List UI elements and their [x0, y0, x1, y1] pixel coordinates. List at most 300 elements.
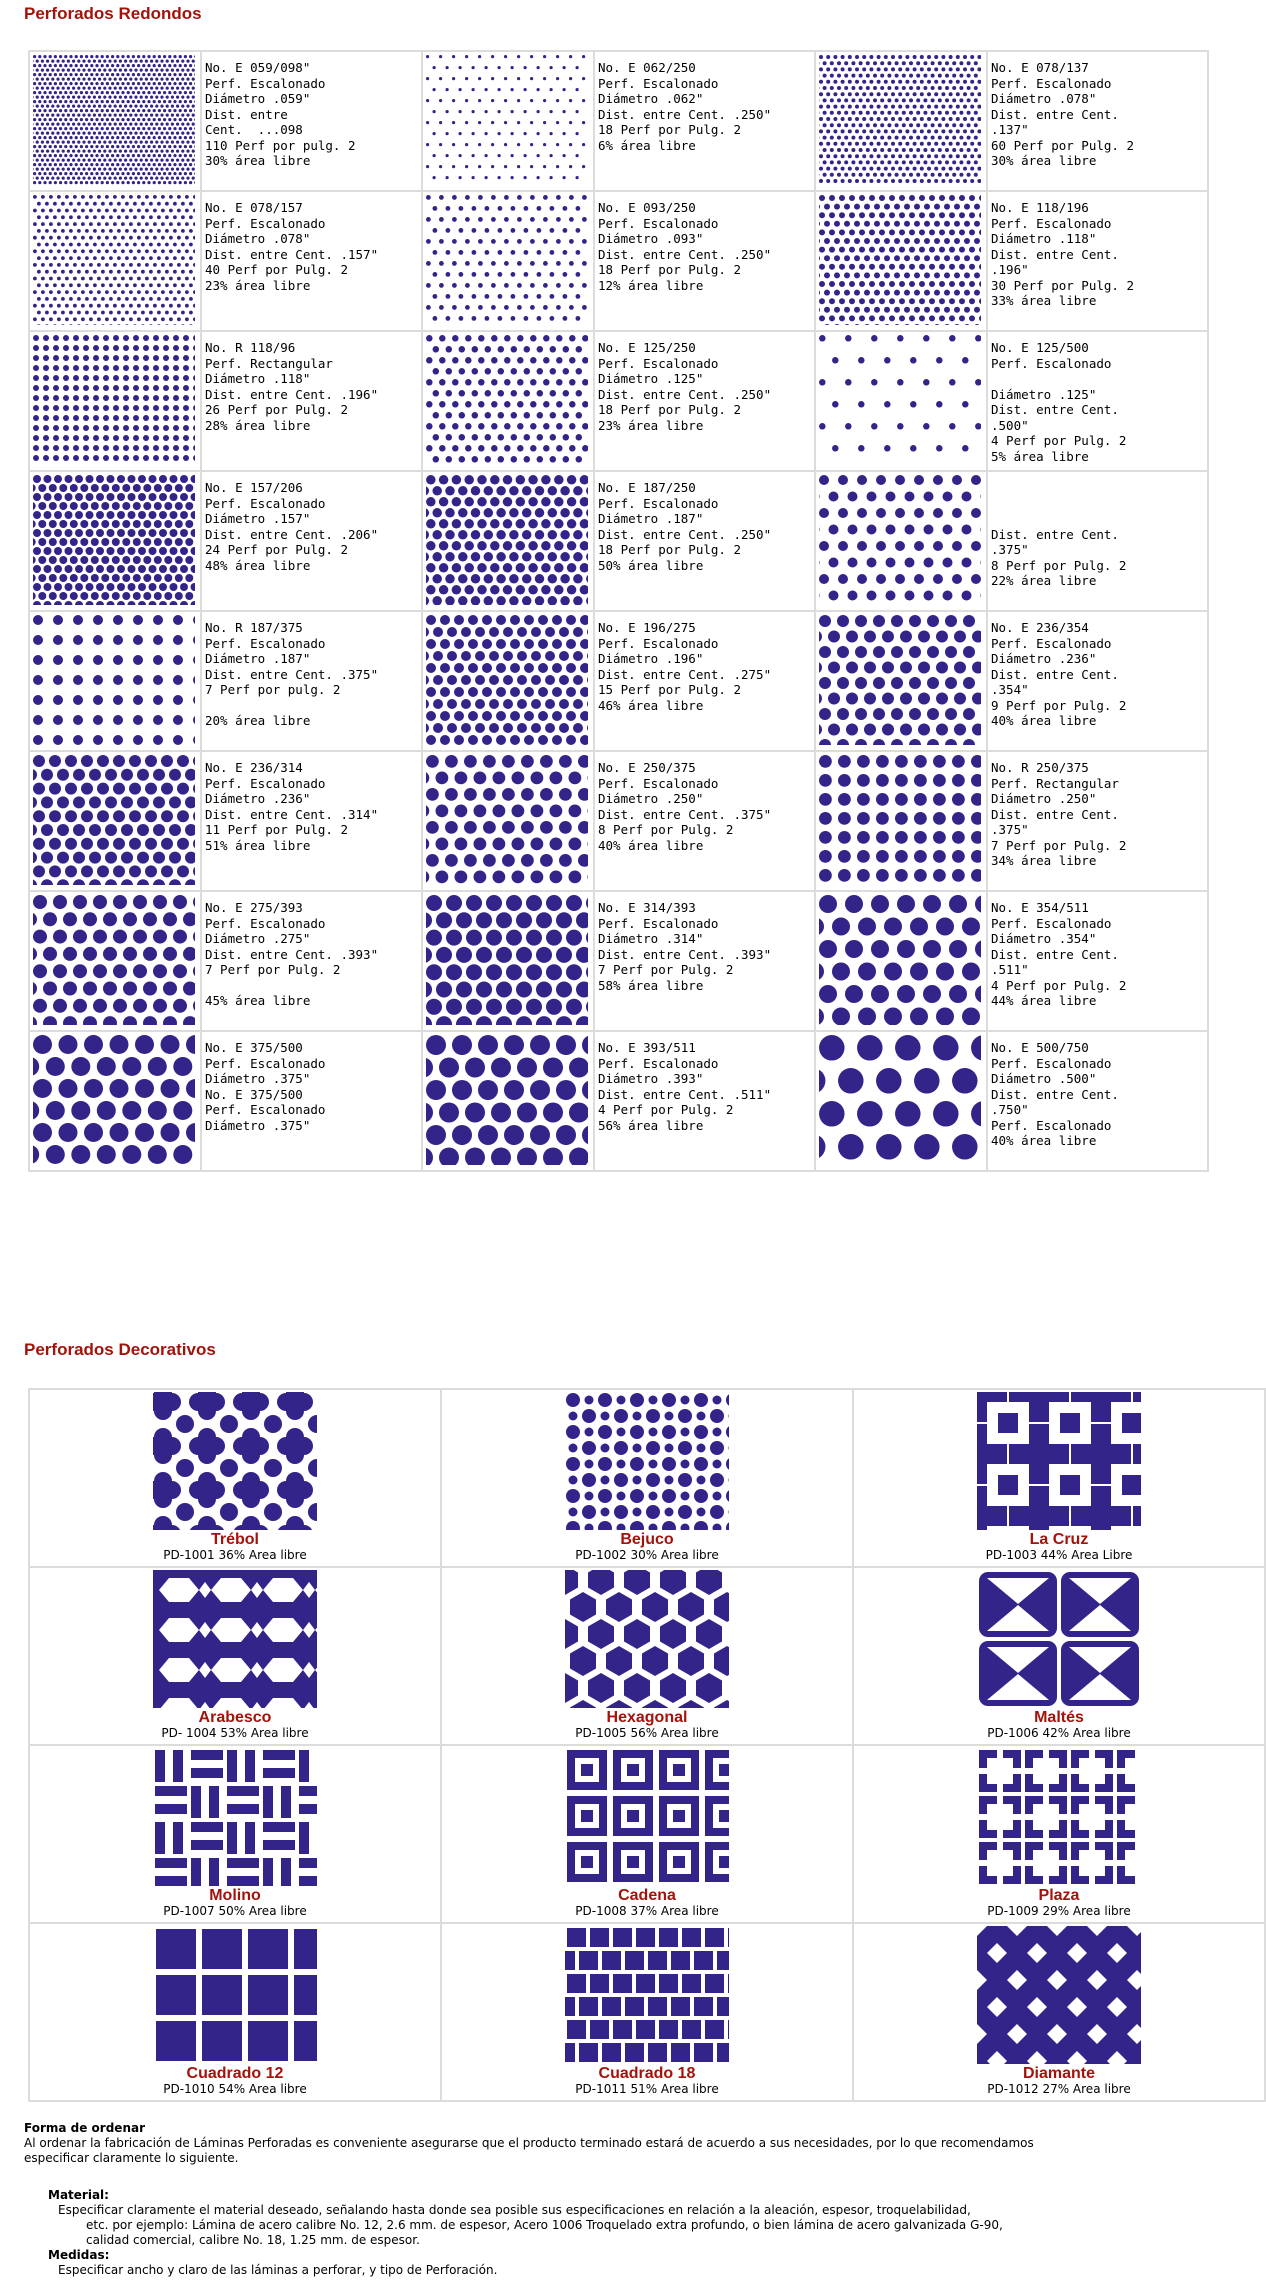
spec-line: Dist. entre Cent. — [991, 246, 1119, 262]
spec-line: Dist. entre Cent. .275" — [598, 666, 772, 682]
pattern-name: Trébol — [210, 1531, 259, 1548]
swatch-cell — [815, 51, 987, 191]
round-row — [29, 331, 1208, 471]
spec-line: No. R 187/375 — [205, 620, 303, 635]
spec-text — [202, 892, 421, 1009]
spec-text — [988, 472, 1207, 589]
spec-line: 50% área libre — [598, 557, 704, 573]
spec-line: 33% área libre — [991, 293, 1097, 308]
spec-line: Diámetro .059" — [205, 91, 311, 106]
spec-line: Diámetro .314" — [598, 931, 704, 946]
round-perforation-swatch — [819, 755, 981, 885]
spec-line: Diámetro .125" — [991, 386, 1097, 402]
spec-line: 40 Perf por Pulg. 2 — [205, 262, 348, 277]
spec-line: Diámetro .250" — [598, 791, 704, 806]
mill-pattern-swatch — [153, 1748, 317, 1886]
spec-line: Dist. entre Cent. .511" — [598, 1086, 772, 1102]
spec-text — [988, 612, 1207, 729]
spec-line: Diámetro .118" — [991, 231, 1097, 246]
material-text-line-1: Especificar claramente el material deseado, señalando hasta donde sea posible sus especificaciones en relación a la aleación, espesor, troquelabilidad, — [58, 2203, 971, 2217]
spec-line: No. E 236/354 — [991, 620, 1089, 635]
spec-line: Diámetro .250" — [991, 791, 1097, 806]
swatch-cell — [29, 51, 201, 191]
round-perforation-swatch — [819, 335, 981, 465]
spec-line: Diámetro .354" — [991, 931, 1097, 946]
spec-line: .750" — [991, 1102, 1029, 1117]
material-text-line-2: etc. por ejemplo: Lámina de acero calibre No. 12, 2.6 mm. de espesor, Acero 1006 Troquelado extra profundo, o bien lámina de acero galvanizada G-90, — [86, 2218, 1003, 2232]
spec-line: 23% área libre — [205, 277, 311, 293]
spec-line: No. E 118/196 — [991, 200, 1089, 215]
spec-line: 20% área libre — [205, 713, 311, 728]
spec-line: Perf. Escalonado — [598, 1055, 719, 1071]
swatch-cell — [422, 1031, 594, 1171]
hexagon-pattern-swatch — [565, 1570, 729, 1708]
pattern-spec: PD-1011 51% Area libre — [575, 2082, 719, 2096]
spec-text — [988, 752, 1207, 869]
round-perforation-swatch — [33, 615, 195, 745]
spec-line: Dist. entre Cent. .250" — [598, 106, 772, 122]
pattern-spec: PD-1005 56% Area libre — [575, 1726, 719, 1740]
spec-line: Diámetro .093" — [598, 231, 704, 246]
spec-line: Diámetro .157" — [205, 511, 311, 526]
spec-line: Perf. Escalonado — [205, 1055, 326, 1071]
spec-line: No. E 093/250 — [598, 200, 696, 215]
spec-line: Diámetro .078" — [205, 231, 311, 246]
round-perforation-swatch — [33, 755, 195, 885]
spec-line: 26 Perf por Pulg. 2 — [205, 402, 348, 417]
round-perforation-swatch — [426, 335, 588, 465]
decorative-cell — [441, 1923, 853, 2101]
spec-text — [202, 472, 421, 573]
spec-line — [991, 371, 1207, 387]
spec-line: 110 Perf por pulg. 2 — [205, 137, 356, 153]
pattern-spec: PD-1003 44% Area Libre — [985, 1548, 1133, 1562]
spec-line: 12% área libre — [598, 277, 704, 293]
spec-line: Diámetro .375" — [205, 1117, 311, 1133]
round-perforation-swatch — [426, 895, 588, 1025]
round-perforation-swatch — [33, 475, 195, 605]
pattern-name: Bejuco — [620, 1531, 674, 1548]
spec-line: 60 Perf por Pulg. 2 — [991, 137, 1134, 153]
spec-line — [991, 496, 1207, 512]
trefoil-pattern-swatch — [153, 1392, 317, 1530]
round-row — [29, 471, 1208, 611]
round-perforation-swatch — [426, 755, 588, 885]
decorative-cell — [441, 1745, 853, 1923]
spec-line: .500" — [991, 417, 1029, 433]
spec-cell — [987, 1031, 1208, 1171]
spec-line: 30 Perf por Pulg. 2 — [991, 277, 1134, 293]
swatch-cell — [815, 191, 987, 331]
spec-line: Perf. Escalonado — [991, 75, 1112, 91]
spec-cell — [201, 751, 422, 891]
spec-line: Dist. entre Cent. — [991, 806, 1119, 822]
decorative-cell — [441, 1389, 853, 1567]
spec-cell — [987, 891, 1208, 1031]
round-perforation-swatch — [819, 475, 981, 605]
round-perforation-swatch — [819, 615, 981, 745]
round-perforation-swatch — [33, 55, 195, 185]
spec-line: 30% área libre — [991, 153, 1097, 168]
spec-text — [595, 52, 814, 153]
spec-text — [988, 332, 1207, 464]
spec-line: No. E 500/750 — [991, 1040, 1089, 1055]
spec-line: 7 Perf por Pulg. 2 — [205, 962, 341, 977]
spec-line: Perf. Escalonado — [205, 775, 326, 791]
decorative-cell — [441, 1567, 853, 1745]
spec-text — [202, 192, 421, 293]
decorative-cell — [853, 1567, 1265, 1745]
spec-line — [991, 511, 1207, 527]
spec-line: 24 Perf por Pulg. 2 — [205, 542, 348, 557]
spec-text — [988, 892, 1207, 1009]
spec-line: Dist. entre Cent. .250" — [598, 526, 772, 542]
pattern-spec: PD-1007 50% Area libre — [163, 1904, 307, 1918]
spec-cell — [987, 751, 1208, 891]
spec-text — [988, 52, 1207, 169]
spec-line: No. E 314/393 — [598, 900, 696, 915]
swatch-cell — [422, 331, 594, 471]
swatch-cell — [422, 891, 594, 1031]
spec-line: Dist. entre Cent. .250" — [598, 386, 772, 402]
round-row — [29, 751, 1208, 891]
spec-cell — [201, 471, 422, 611]
spec-line: Perf. Escalonado — [205, 1102, 326, 1117]
spec-line: .375" — [991, 542, 1029, 557]
spec-line: 5% área libre — [991, 448, 1089, 464]
decorative-cell — [29, 1389, 441, 1567]
spec-line: No. E 354/511 — [991, 900, 1089, 915]
spec-line: No. R 250/375 — [991, 760, 1089, 775]
spec-text — [202, 52, 421, 169]
spec-text — [202, 1032, 421, 1133]
round-perforation-grid — [28, 50, 1209, 1172]
material-title: Material: — [48, 2188, 109, 2202]
spec-line: 45% área libre — [205, 993, 311, 1008]
pattern-name: Plaza — [1038, 1887, 1080, 1904]
square12-pattern-swatch — [153, 1926, 317, 2064]
spec-cell — [987, 331, 1208, 471]
spec-cell — [594, 471, 815, 611]
spec-line: No. E 375/500 — [205, 1040, 303, 1055]
ordering-intro: Al ordenar la fabricación de Láminas Perforadas es conveniente asegurarse que el producto terminado estará de acuerdo a sus necesidades, por lo que recomendamos — [24, 2136, 1034, 2150]
spec-line: Perf. Escalonado — [598, 75, 719, 91]
spec-text — [988, 192, 1207, 309]
spec-line: No. E 078/157 — [205, 200, 303, 215]
spec-line: No. E 196/275 — [598, 620, 696, 635]
spec-line: Perf. Escalonado — [991, 1117, 1112, 1133]
ordering-intro-continued: especificar claramente lo siguiente. — [24, 2151, 239, 2165]
spec-cell — [201, 611, 422, 751]
pattern-name: Cuadrado 18 — [598, 2065, 696, 2082]
pattern-name: Cuadrado 12 — [186, 2065, 284, 2082]
spec-line: Dist. entre Cent. .393" — [598, 946, 772, 962]
swatch-cell — [29, 471, 201, 611]
spec-line: Perf. Escalonado — [205, 495, 326, 511]
spec-line: No. E 059/098" — [205, 60, 311, 75]
swatch-cell — [815, 331, 987, 471]
swatch-cell — [29, 1031, 201, 1171]
spec-line: Perf. Escalonado — [598, 635, 719, 651]
spec-cell — [594, 751, 815, 891]
cane-pattern-swatch — [565, 1392, 729, 1530]
spec-cell — [594, 1031, 815, 1171]
spec-line: Perf. Rectangular — [991, 775, 1119, 791]
spec-text — [202, 752, 421, 853]
spec-line: Dist. entre Cent. .393" — [205, 946, 379, 962]
spec-line: Dist. entre — [205, 106, 288, 122]
spec-cell — [594, 51, 815, 191]
pattern-spec: PD- 1004 53% Area libre — [161, 1726, 309, 1740]
pattern-name: Maltés — [1034, 1709, 1084, 1726]
ordering-section — [24, 2121, 1254, 2278]
spec-line: Dist. entre Cent. — [991, 946, 1119, 962]
round-perforation-swatch — [426, 55, 588, 185]
spec-cell — [594, 191, 815, 331]
spec-line: 48% área libre — [205, 557, 311, 573]
spec-text — [595, 332, 814, 433]
spec-line: Dist. entre Cent. .157" — [205, 246, 379, 262]
decorative-perforation-grid — [28, 1388, 1266, 2102]
spec-line: Perf. Escalonado — [991, 215, 1112, 231]
spec-line: Perf. Escalonado — [205, 635, 326, 651]
spec-line: 30% área libre — [205, 153, 311, 168]
spec-cell — [201, 891, 422, 1031]
spec-line — [205, 978, 421, 994]
spec-line: Dist. entre Cent. .196" — [205, 386, 379, 402]
spec-line: 56% área libre — [598, 1117, 704, 1133]
spec-line: 40% área libre — [991, 1133, 1097, 1148]
round-perforation-swatch — [426, 475, 588, 605]
round-perforation-swatch — [819, 195, 981, 325]
spec-cell — [987, 611, 1208, 751]
spec-line: 44% área libre — [991, 993, 1097, 1008]
spec-line: 7 Perf por pulg. 2 — [205, 682, 341, 697]
spec-line: 8 Perf por Pulg. 2 — [598, 822, 734, 837]
pattern-name: Molino — [209, 1887, 261, 1904]
spec-line: Dist. entre Cent. — [991, 526, 1119, 542]
spec-line: No. E 236/314 — [205, 760, 303, 775]
spec-line: 18 Perf por Pulg. 2 — [598, 402, 741, 417]
spec-line: Dist. entre Cent. .375" — [205, 666, 379, 682]
spec-text — [595, 612, 814, 713]
spec-line: No. R 118/96 — [205, 340, 296, 355]
spec-line: 11 Perf por Pulg. 2 — [205, 822, 348, 837]
cross-pattern-swatch — [977, 1392, 1141, 1530]
decorative-row — [29, 1745, 1265, 1923]
pattern-name: La Cruz — [1029, 1531, 1089, 1548]
square18-pattern-swatch — [565, 1926, 729, 2064]
spec-line: Diámetro .187" — [205, 651, 311, 666]
spec-line: Dist. entre Cent. — [991, 106, 1119, 122]
ordering-title: Forma de ordenar — [24, 2121, 146, 2135]
swatch-cell — [422, 191, 594, 331]
swatch-cell — [815, 891, 987, 1031]
spec-line: No. E 275/393 — [205, 900, 303, 915]
spec-text — [595, 752, 814, 853]
spec-line: Dist. entre Cent. .314" — [205, 806, 379, 822]
decorative-cell — [853, 1389, 1265, 1567]
swatch-cell — [29, 751, 201, 891]
spec-line: Perf. Escalonado — [598, 915, 719, 931]
pattern-spec: PD-1006 42% Area libre — [987, 1726, 1131, 1740]
decorative-section-title: Perforados Decorativos — [24, 1340, 216, 1359]
spec-cell — [987, 471, 1208, 611]
round-perforation-swatch — [426, 195, 588, 325]
round-perforation-swatch — [426, 1035, 588, 1165]
swatch-cell — [422, 751, 594, 891]
spec-cell — [201, 191, 422, 331]
spec-text — [202, 332, 421, 433]
round-perforation-swatch — [426, 615, 588, 745]
round-perforation-swatch — [33, 195, 195, 325]
spec-line: 28% área libre — [205, 417, 311, 433]
spec-line: Perf. Escalonado — [598, 775, 719, 791]
measures-text: Especificar ancho y claro de las láminas a perforar, y tipo de Perforación. — [58, 2263, 498, 2277]
swatch-cell — [29, 191, 201, 331]
spec-line: Dist. entre Cent. — [991, 1086, 1119, 1102]
pattern-spec: PD-1010 54% Area libre — [163, 2082, 307, 2096]
material-text-line-3: calidad comercial, calibre No. 18, 1.25 mm. de espesor. — [86, 2233, 420, 2247]
decorative-row — [29, 1567, 1265, 1745]
spec-line: Perf. Escalonado — [991, 1055, 1112, 1071]
spec-line: No. E 125/250 — [598, 340, 696, 355]
spec-cell — [201, 1031, 422, 1171]
spec-line: 34% área libre — [991, 853, 1097, 868]
spec-line: 9 Perf por Pulg. 2 — [991, 697, 1127, 713]
spec-text — [988, 1032, 1207, 1149]
spec-line: 4 Perf por Pulg. 2 — [991, 433, 1127, 448]
pattern-spec: PD-1008 37% Area libre — [575, 1904, 719, 1918]
spec-line: 15 Perf por Pulg. 2 — [598, 682, 741, 697]
spec-text — [595, 892, 814, 993]
spec-line: 6% área libre — [598, 137, 696, 153]
spec-cell — [594, 331, 815, 471]
spec-line: No. E 125/500 — [991, 340, 1089, 355]
pattern-spec: PD-1002 30% Area libre — [575, 1548, 719, 1562]
spec-line: Dist. entre Cent. — [991, 402, 1119, 417]
pattern-spec: PD-1012 27% Area libre — [987, 2082, 1131, 2096]
spec-line: Diámetro .236" — [991, 651, 1097, 666]
spec-line: Diámetro .375" — [205, 1071, 311, 1086]
spec-line: Diámetro .236" — [205, 791, 311, 806]
spec-line: Perf. Escalonado — [598, 495, 719, 511]
spec-line: Dist. entre Cent. .375" — [598, 806, 772, 822]
swatch-cell — [815, 471, 987, 611]
spec-line: 4 Perf por Pulg. 2 — [991, 977, 1127, 993]
spec-line: Dist. entre Cent. — [991, 666, 1119, 682]
spec-line: No. E 375/500 — [205, 1086, 303, 1102]
arabesque-pattern-swatch — [153, 1570, 317, 1708]
spec-line: .375" — [991, 822, 1029, 837]
round-row — [29, 191, 1208, 331]
spec-line: Perf. Escalonado — [205, 215, 326, 231]
spec-line: 23% área libre — [598, 417, 704, 433]
pattern-spec: PD-1001 36% Area libre — [163, 1548, 307, 1562]
round-perforation-swatch — [33, 335, 195, 465]
spec-line: 58% área libre — [598, 977, 704, 993]
round-perforation-swatch — [819, 1035, 981, 1165]
round-perforation-swatch — [819, 55, 981, 185]
diamond-pattern-swatch — [977, 1926, 1141, 2064]
pattern-name: Hexagonal — [606, 1709, 688, 1726]
decorative-cell — [29, 1567, 441, 1745]
measures-title: Medidas: — [48, 2248, 110, 2262]
swatch-cell — [29, 331, 201, 471]
pattern-name: Diamante — [1022, 2065, 1096, 2082]
swatch-cell — [815, 611, 987, 751]
swatch-cell — [29, 891, 201, 1031]
spec-line: .137" — [991, 122, 1029, 137]
pattern-name: Arabesco — [198, 1709, 272, 1726]
decorative-row — [29, 1389, 1265, 1567]
decorative-row — [29, 1923, 1265, 2101]
round-row — [29, 891, 1208, 1031]
spec-line: Perf. Escalonado — [598, 215, 719, 231]
spec-line: Diámetro .118" — [205, 371, 311, 386]
spec-line: Diámetro .393" — [598, 1071, 704, 1086]
spec-cell — [987, 51, 1208, 191]
spec-line: .354" — [991, 682, 1029, 697]
spec-line: Cent. ...098 — [205, 122, 303, 137]
spec-line: No. E 157/206 — [205, 480, 303, 495]
spec-line: No. E 393/511 — [598, 1040, 696, 1055]
spec-line: Diámetro .500" — [991, 1071, 1097, 1086]
spec-text — [595, 192, 814, 293]
spec-line: Diámetro .078" — [991, 91, 1097, 106]
spec-line: 7 Perf por Pulg. 2 — [991, 837, 1127, 853]
spec-line: 22% área libre — [991, 573, 1097, 588]
spec-line: Perf. Escalonado — [205, 915, 326, 931]
spec-line: Dist. entre Cent. .250" — [598, 246, 772, 262]
spec-line: 18 Perf por Pulg. 2 — [598, 542, 741, 557]
spec-line: 4 Perf por Pulg. 2 — [598, 1102, 734, 1117]
spec-cell — [201, 331, 422, 471]
swatch-cell — [815, 751, 987, 891]
spec-line: .511" — [991, 962, 1029, 977]
plaza-pattern-swatch — [977, 1748, 1141, 1886]
swatch-cell — [422, 471, 594, 611]
spec-line: No. E 250/375 — [598, 760, 696, 775]
spec-cell — [201, 51, 422, 191]
spec-line: No. E 078/137 — [991, 60, 1089, 75]
spec-line: Perf. Escalonado — [598, 355, 719, 371]
spec-line: 40% área libre — [598, 837, 704, 853]
round-row — [29, 51, 1208, 191]
round-section-title: Perforados Redondos — [24, 4, 202, 23]
spec-text — [202, 612, 421, 729]
decorative-cell — [853, 1923, 1265, 2101]
round-perforation-swatch — [33, 895, 195, 1025]
spec-line: Dist. entre Cent. .206" — [205, 526, 379, 542]
spec-line: No. E 062/250 — [598, 60, 696, 75]
spec-cell — [594, 891, 815, 1031]
round-row — [29, 1031, 1208, 1171]
pattern-name: Cadena — [618, 1887, 676, 1904]
spec-line: Perf. Rectangular — [205, 355, 333, 371]
spec-line — [205, 698, 421, 714]
spec-line: Perf. Escalonado — [991, 915, 1112, 931]
swatch-cell — [29, 611, 201, 751]
spec-line: 40% área libre — [991, 713, 1097, 728]
decorative-cell — [29, 1745, 441, 1923]
round-row — [29, 611, 1208, 751]
decorative-cell — [29, 1923, 441, 2101]
pattern-spec: PD-1009 29% Area libre — [987, 1904, 1131, 1918]
spec-line: 18 Perf por Pulg. 2 — [598, 262, 741, 277]
maltese-pattern-swatch — [977, 1570, 1141, 1708]
spec-text — [595, 472, 814, 573]
